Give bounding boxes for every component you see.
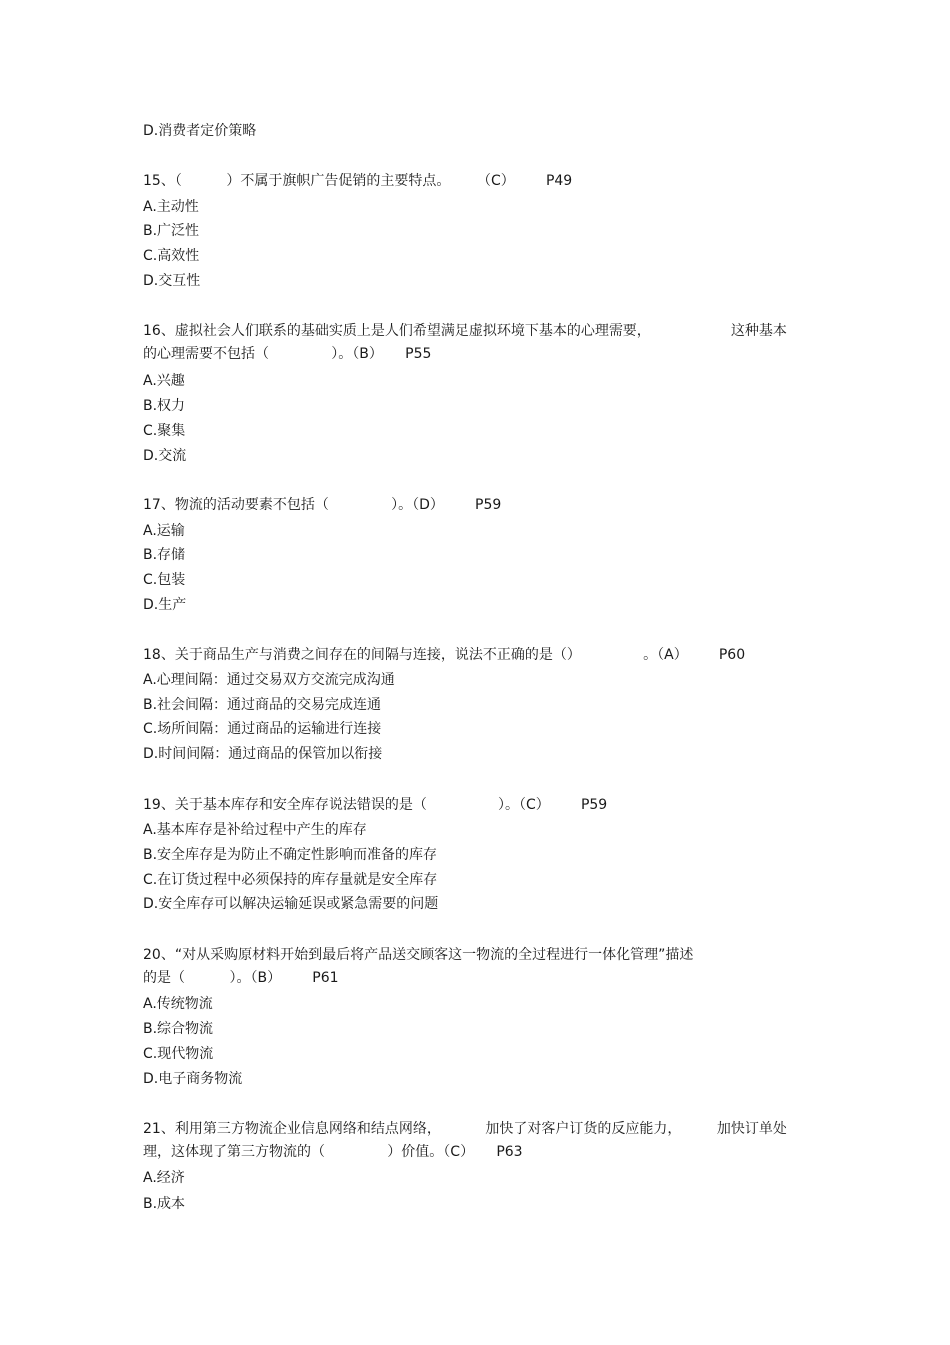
option-c: C.在订货过程中必须保持的库存量就是安全库存 (143, 872, 438, 888)
option-b: B.权力 (143, 398, 186, 414)
option-b: B.成本 (143, 1196, 186, 1212)
option-c: C.包装 (143, 572, 186, 588)
option-d: D.生产 (143, 597, 187, 613)
option-a: A.经济 (143, 1170, 185, 1186)
question-text: 21、利用第三方物流企业信息网络和结点网络， 加快了对客户订货的反应能力， 加快订单处 (143, 1121, 787, 1137)
question-text: 15、（ ）不属于旗帜广告促销的主要特点。 （C） P49 (143, 173, 573, 189)
question-text-cont: 理，这体现了第三方物流的（ ）价值。（C） P63 (143, 1144, 523, 1160)
option-b: B.存储 (143, 547, 186, 563)
question-text-cont: 的是（ ）。（B） P61 (143, 970, 339, 986)
question-text: 19、关于基本库存和安全库存说法错误的是（ ）。（C） P59 (143, 797, 608, 813)
option-a: A.运输 (143, 523, 185, 539)
option-b: B.综合物流 (143, 1021, 214, 1037)
option-c: C.聚集 (143, 423, 186, 439)
question-text: 16、虚拟社会人们联系的基础实质上是人们希望满足虚拟环境下基本的心理需要， 这种基本 (143, 323, 787, 339)
option-d: D.交互性 (143, 273, 201, 289)
option-a: A.兴趣 (143, 373, 185, 389)
option-a: A.主动性 (143, 199, 199, 215)
option-c: C.现代物流 (143, 1046, 214, 1062)
option-a: A.传统物流 (143, 996, 213, 1012)
option-a: A.基本库存是补给过程中产生的库存 (143, 822, 367, 838)
question-text: 17、物流的活动要素不包括（ ）。（D） P59 (143, 497, 502, 513)
option-d: D.电子商务物流 (143, 1071, 243, 1087)
question-text-cont: 的心理需要不包括（ ）。（B） P55 (143, 346, 432, 362)
option-d: D.时间间隔：通过商品的保管加以衔接 (143, 746, 383, 762)
option-c: C.场所间隔：通过商品的运输进行连接 (143, 721, 382, 737)
option-b: B.安全库存是为防止不确定性影响而准备的库存 (143, 847, 438, 863)
option-b: B.社会间隔：通过商品的交易完成连通 (143, 697, 382, 713)
option-c: C.高效性 (143, 248, 200, 264)
option-d: D.交流 (143, 448, 187, 464)
prev-question-option-d: D.消费者定价策略 (143, 123, 257, 139)
option-a: A.心理间隔：通过交易双方交流完成沟通 (143, 672, 395, 688)
option-b: B.广泛性 (143, 223, 200, 239)
question-text: 20、“对从采购原材料开始到最后将产品送交顾客这一物流的全过程进行一体化管理”描述 (143, 947, 694, 963)
option-d: D.安全库存可以解决运输延误或紧急需要的问题 (143, 896, 439, 912)
question-text: 18、关于商品生产与消费之间存在的间隔与连接，说法不正确的是（） 。（A） P60 (143, 647, 746, 663)
